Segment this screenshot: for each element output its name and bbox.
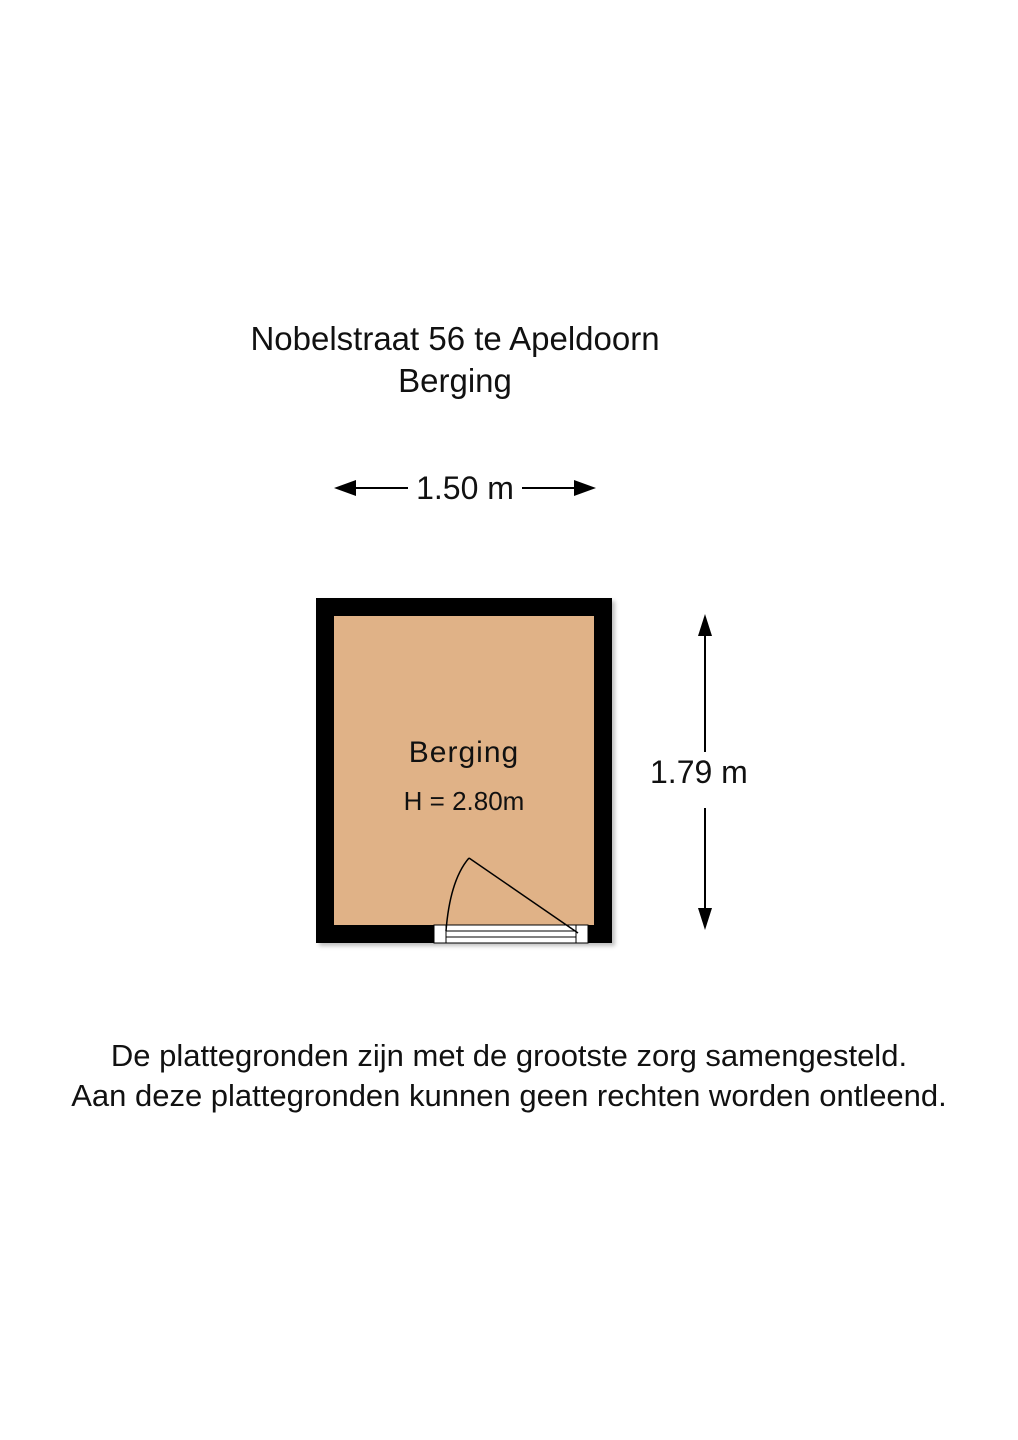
width-dimension bbox=[330, 466, 600, 510]
address-title: Nobelstraat 56 te Apeldoorn bbox=[250, 320, 660, 357]
room-height-label: H = 2.80m bbox=[403, 786, 525, 816]
width-dimension-label: 1.50 m bbox=[408, 470, 522, 506]
disclaimer bbox=[0, 1036, 1018, 1116]
floor-plan bbox=[316, 598, 612, 943]
disclaimer-line-1: De plattegronden zijn met de grootste zorg samengesteld. bbox=[110, 1038, 908, 1073]
disclaimer-line-2: Aan deze plattegronden kunnen geen rechten worden ontleend. bbox=[71, 1078, 947, 1113]
door-icon bbox=[316, 598, 612, 943]
plan-title-block bbox=[180, 318, 730, 402]
room-name-label: Berging bbox=[408, 736, 520, 769]
floor-title: Berging bbox=[398, 362, 512, 399]
depth-dimension-label: 1.79 m bbox=[650, 754, 748, 790]
